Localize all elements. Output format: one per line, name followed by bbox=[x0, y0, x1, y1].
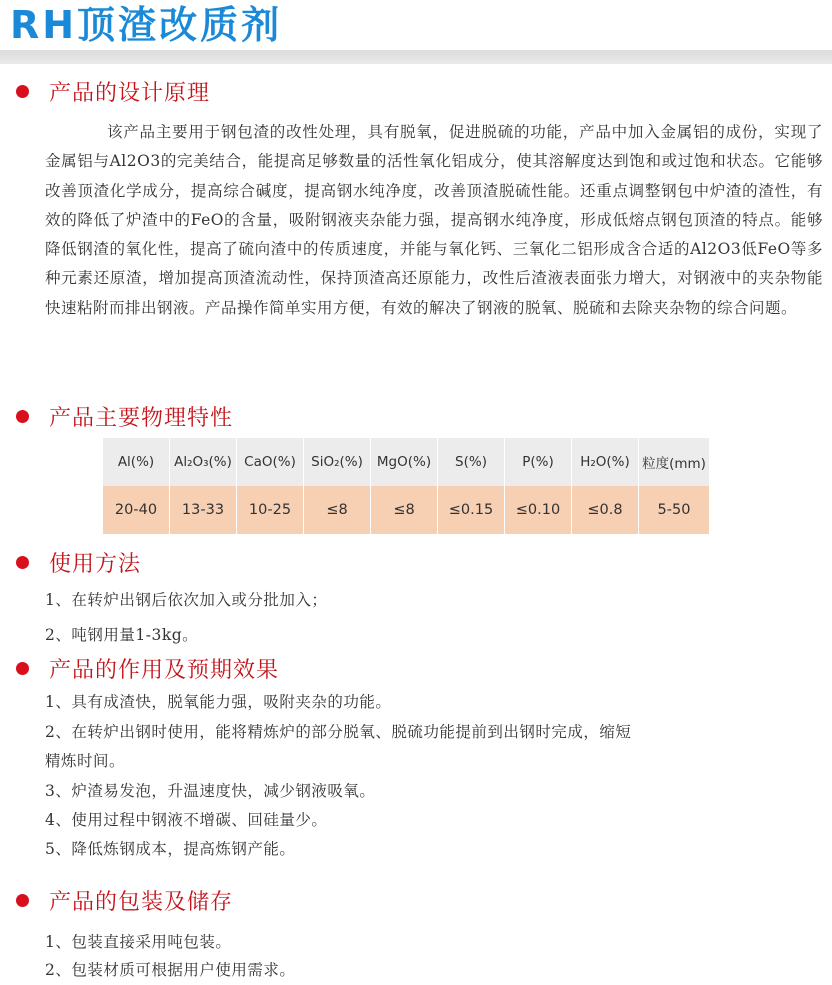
packaging-item: 2、包装材质可根据用户使用需求。 bbox=[45, 961, 296, 979]
section-packaging-header bbox=[12, 885, 233, 915]
packaging-item: 1、包装直接采用吨包装。 bbox=[45, 933, 232, 951]
section-effects-title: 产品的作用及预期效果 bbox=[49, 657, 280, 683]
usage-item: 1、在转炉出钢后依次加入或分批加入； bbox=[45, 591, 328, 609]
effects-item: 3、炉渣易发泡，升温速度快，减少钢液吸氧。 bbox=[45, 782, 376, 800]
table-value-cell: 20-40 bbox=[103, 486, 170, 534]
table-header-cell: CaO(%) bbox=[237, 438, 304, 486]
effects-item: 5、降低炼钢成本，提高炼钢产能。 bbox=[45, 840, 296, 858]
red-bullet-icon bbox=[16, 85, 29, 98]
table-value-cell: ≤8 bbox=[304, 486, 371, 534]
table-header-cell: MgO(%) bbox=[371, 438, 438, 486]
table-value-cell: ≤8 bbox=[371, 486, 438, 534]
red-bullet-icon bbox=[16, 410, 29, 423]
section-design-title: 产品的设计原理 bbox=[49, 80, 211, 106]
table-header-cell: Al(%) bbox=[103, 438, 170, 486]
table-value-cell: 5-50 bbox=[639, 486, 710, 534]
section-effects-header bbox=[12, 653, 279, 683]
section-usage-header bbox=[12, 547, 141, 577]
section-design-header bbox=[12, 76, 210, 106]
table-header-cell: Al₂O₃(%) bbox=[170, 438, 237, 486]
red-bullet-icon bbox=[16, 556, 29, 569]
table-value-cell: 13-33 bbox=[170, 486, 237, 534]
effects-item: 精炼时间。 bbox=[45, 752, 126, 770]
design-paragraph: 该产品主要用于钢包渣的改性处理，具有脱氧，促进脱硫的功能，产品中加入金属铝的成份，实现了金属铝与Al2O3的完美结合，能提高足够数量的活性氧化铝成分，使其溶解度达到饱和或过饱和状态。它能够改善顶渣化学成分，提高综合碱度，提高钢水纯净度，改善顶渣脱硫性能。还重点调整钢包中炉渣的渣性，有效的降低了炉渣中的FeO的含量，吸附钢液夹杂能力强，提高钢水纯净度，形成低熔点钢包顶渣的特点。能够降低钢渣的氧化性，提高了硫向渣中的传质速度，并能与氧化钙、三氧化二铝形成含合适的Al2O3低FeO等多种元素还原渣，增加提高顶渣流动性，保持顶渣高还原能力，改性后渣液表面张力增大，对钢液中的夹杂物能快速粘附而排出钢液。产品操作简单实用方便，有效的解决了钢液的脱氧、脱硫和去除夹杂物的综合问题。 bbox=[45, 123, 823, 317]
usage-item: 2、吨钢用量1-3kg。 bbox=[45, 626, 199, 644]
properties-table bbox=[103, 438, 710, 534]
title-underline-bar bbox=[0, 50, 832, 64]
section-properties-title: 产品主要物理特性 bbox=[49, 405, 234, 431]
table-value-cell: 10-25 bbox=[237, 486, 304, 534]
red-bullet-icon bbox=[16, 662, 29, 675]
table-header-cell: SiO₂(%) bbox=[304, 438, 371, 486]
section-packaging-title: 产品的包装及储存 bbox=[49, 889, 234, 915]
properties-header-row bbox=[103, 438, 710, 486]
effects-item: 1、具有成渣快，脱氧能力强，吸附夹杂的功能。 bbox=[45, 693, 392, 711]
table-header-cell: H₂O(%) bbox=[572, 438, 639, 486]
effects-item: 2、在转炉出钢时使用，能将精炼炉的部分脱氧、脱硫功能提前到出钢时完成，缩短 bbox=[45, 723, 632, 741]
red-bullet-icon bbox=[16, 894, 29, 907]
section-properties-header bbox=[12, 401, 233, 431]
table-header-cell: 粒度(mm) bbox=[639, 438, 710, 486]
table-value-cell: ≤0.15 bbox=[438, 486, 505, 534]
table-header-cell: P(%) bbox=[505, 438, 572, 486]
table-value-cell: ≤0.8 bbox=[572, 486, 639, 534]
effects-item: 4、使用过程中钢液不增碳、回硅量少。 bbox=[45, 811, 328, 829]
table-value-cell: ≤0.10 bbox=[505, 486, 572, 534]
section-usage-title: 使用方法 bbox=[49, 551, 142, 577]
properties-value-row bbox=[103, 486, 710, 534]
table-header-cell: S(%) bbox=[438, 438, 505, 486]
page-title: RH顶渣改质剂 bbox=[10, 3, 283, 47]
